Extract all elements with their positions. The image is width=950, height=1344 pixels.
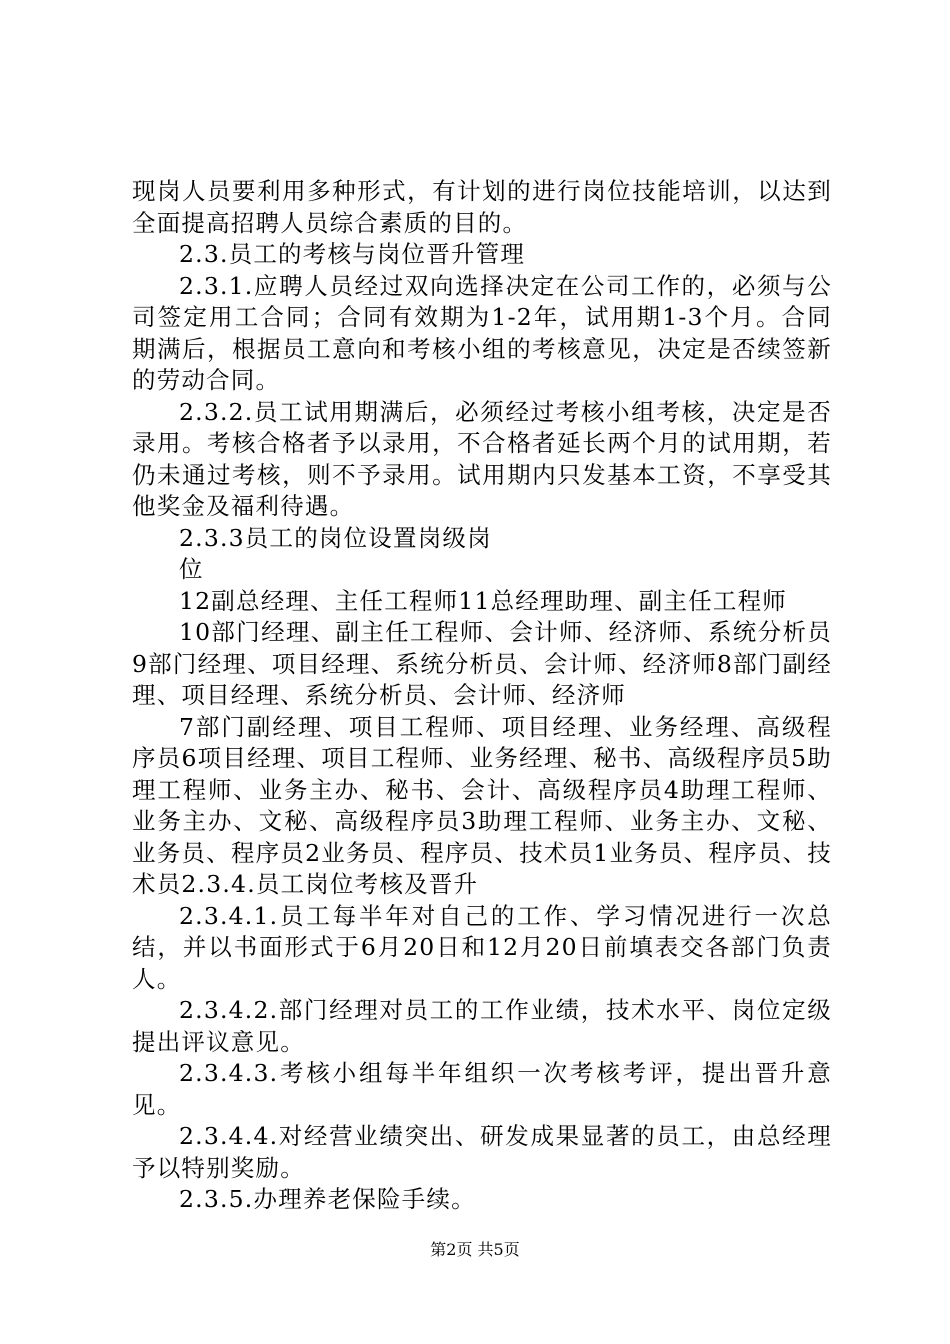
paragraph-position-label: 位 bbox=[179, 555, 204, 583]
paragraph-grades-7-1: 7部门副经理、项目工程师、项目经理、业务经理、高级程序员6项目经理、项目工程师、业务经理、秘书、高级程序员5助理工程师、业务主办、秘书、会计、高级程序员4助理工程师、业务主办、文秘、高级程序员3助理工程师、业务主办、文秘、业务员、程序员2业务员、程序员、技术员1业务员、程序员、技术员2.3.4.员工岗位考核及晋升 bbox=[132, 712, 832, 898]
heading-appraisal-promotion: 2.3.员工的考核与岗位晋升管理 bbox=[179, 240, 526, 268]
paragraph-2-3-4-3: 2.3.4.3.考核小组每半年组织一次考核考评，提出晋升意见。 bbox=[132, 1059, 832, 1119]
paragraph-2-3-4-1: 2.3.4.1.员工每半年对自己的工作、学习情况进行一次总结，并以书面形式于6月20日和12月20日前填表交各部门负责人。 bbox=[132, 901, 832, 993]
paragraph-2-3-4-2: 2.3.4.2.部门经理对员工的工作业绩，技术水平、岗位定级提出评议意见。 bbox=[132, 996, 832, 1056]
paragraph-2-3-4-4: 2.3.4.4.对经营业绩突出、研发成果显著的员工，由总经理予以特别奖励。 bbox=[132, 1122, 832, 1182]
paragraph-training: 现岗人员要利用多种形式，有计划的进行岗位技能培训，以达到全面提高招聘人员综合素质的目的。 bbox=[132, 177, 832, 237]
paragraph-2-3-5: 2.3.5.办理养老保险手续。 bbox=[179, 1185, 476, 1213]
page-number-footer: 第2页 共5页 bbox=[430, 1240, 520, 1259]
paragraph-grades-10-8: 10部门经理、副主任工程师、会计师、经济师、系统分析员9部门经理、项目经理、系统分析员、会计师、经济师8部门副经理、项目经理、系统分析员、会计师、经济师 bbox=[132, 618, 832, 709]
document-body bbox=[132, 176, 832, 1216]
paragraph-grades-12-11: 12副总经理、主任工程师11总经理助理、副主任工程师 bbox=[179, 586, 788, 615]
paragraph-2-3-2: 2.3.2.员工试用期满后，必须经过考核小组考核，决定是否录用。考核合格者予以录用，不合格者延长两个月的试用期，若仍未通过考核，则不予录用。试用期内只发基本工资，不享受其他奖金及福利待遇。 bbox=[132, 397, 832, 520]
heading-2-3-3: 2.3.3员工的岗位设置岗级岗 bbox=[179, 523, 492, 552]
paragraph-2-3-1: 2.3.1.应聘人员经过双向选择决定在公司工作的，必须与公司签定用工合同；合同有效期为1-2年，试用期1-3个月。合同期满后，根据员工意向和考核小组的考核意见，决定是否续签新的劳动合同。 bbox=[132, 271, 832, 394]
